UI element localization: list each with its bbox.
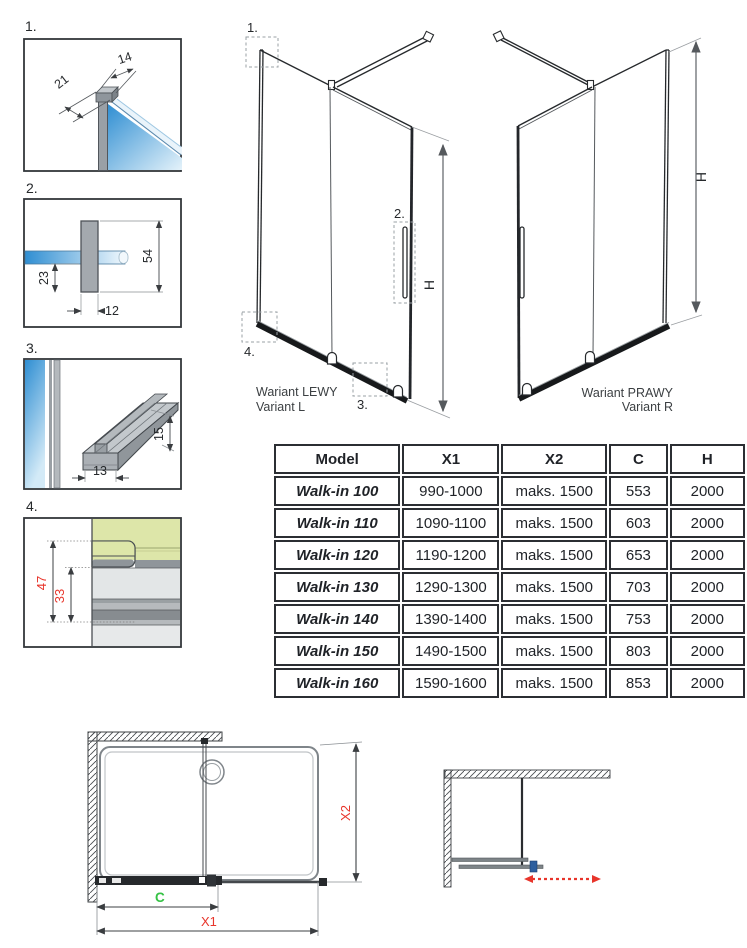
roller — [394, 386, 403, 398]
dim-h-left: H — [421, 279, 437, 291]
cell-model: Walk-in 100 — [274, 476, 400, 506]
handle — [403, 227, 407, 298]
support-bar-plan — [201, 738, 208, 876]
fixed-panel — [257, 50, 333, 323]
plan-view — [60, 725, 370, 948]
table-row — [274, 508, 745, 538]
dim-x1-label: X1 — [201, 914, 217, 929]
dim-14: 14 — [115, 49, 134, 68]
dim-54: 54 — [141, 249, 155, 263]
wall — [444, 770, 610, 887]
wall-profile — [81, 221, 98, 292]
table-row — [274, 668, 745, 698]
cell-x2: maks. 1500 — [501, 572, 607, 602]
cell-x1: 1190-1200 — [402, 540, 499, 570]
dim-c-label: C — [155, 890, 165, 905]
header-x2: X2 — [501, 444, 607, 474]
sliding-panel — [518, 87, 595, 398]
dim-x2-label: X2 — [338, 805, 353, 821]
elevation-right — [460, 15, 747, 420]
table-row — [274, 476, 745, 506]
cell-x2: maks. 1500 — [501, 508, 607, 538]
variant-left-name-en: Variant L — [256, 400, 306, 414]
cell-x1: 1290-1300 — [402, 572, 499, 602]
cell-h: 2000 — [670, 508, 745, 538]
variant-right-name-pl: Wariant PRAWY — [581, 386, 673, 400]
cell-c: 853 — [609, 668, 668, 698]
cell-model: Walk-in 140 — [274, 604, 400, 634]
cell-c: 703 — [609, 572, 668, 602]
fixed-panel — [592, 50, 669, 323]
slide-direction-arrow — [524, 875, 601, 883]
cell-c: 603 — [609, 508, 668, 538]
cell-model: Walk-in 130 — [274, 572, 400, 602]
drain — [200, 760, 224, 784]
callout-4: 4. — [244, 344, 255, 359]
cell-x1: 1390-1400 — [402, 604, 499, 634]
support-bar — [329, 31, 434, 89]
cell-model: Walk-in 160 — [274, 668, 400, 698]
detail-4-drawing — [23, 517, 182, 648]
dim-12: 12 — [105, 304, 119, 318]
roller — [523, 384, 532, 396]
cell-h: 2000 — [670, 668, 745, 698]
cell-h: 2000 — [670, 636, 745, 666]
table-row — [274, 572, 745, 602]
glass-panel — [25, 251, 128, 264]
cell-model: Walk-in 120 — [274, 540, 400, 570]
cell-h: 2000 — [670, 476, 745, 506]
variant-left-name-pl: Wariant LEWY — [256, 385, 338, 399]
header-h: H — [670, 444, 745, 474]
sliding-panel — [330, 87, 412, 399]
gasket-tab — [92, 541, 135, 567]
header-c: C — [609, 444, 668, 474]
header-model: Model — [274, 444, 400, 474]
table-header-row — [274, 444, 745, 474]
cell-h: 2000 — [670, 540, 745, 570]
callout-3: 3. — [357, 397, 368, 412]
cell-x1: 990-1000 — [402, 476, 499, 506]
cell-h: 2000 — [670, 604, 745, 634]
detail-2-drawing — [23, 198, 182, 328]
detail-1-label: 1. — [25, 18, 37, 34]
detail-3-label: 3. — [26, 340, 38, 356]
panels-top-view — [452, 858, 543, 872]
dim-h-right: H — [693, 171, 709, 183]
cell-c: 553 — [609, 476, 668, 506]
cell-h: 2000 — [670, 572, 745, 602]
callout-2: 2. — [394, 206, 405, 221]
detail-1-drawing — [23, 38, 182, 172]
dim-47: 47 — [34, 575, 49, 591]
support-bar — [493, 31, 593, 90]
fixed-panel-plan — [95, 875, 222, 887]
detail-3-drawing — [23, 358, 182, 490]
cell-x2: maks. 1500 — [501, 540, 607, 570]
table-row — [274, 604, 745, 634]
table-row — [274, 636, 745, 666]
cell-x1: 1490-1500 — [402, 636, 499, 666]
callout-1: 1. — [247, 20, 258, 35]
cell-c: 803 — [609, 636, 668, 666]
dim-13: 13 — [93, 464, 107, 478]
cell-x1: 1090-1100 — [402, 508, 499, 538]
cell-c: 753 — [609, 604, 668, 634]
dim-23: 23 — [37, 271, 51, 285]
elevation-left — [235, 15, 460, 420]
header-x1: X1 — [402, 444, 499, 474]
callout-boxes — [242, 37, 415, 396]
handle — [520, 227, 524, 298]
cell-x2: maks. 1500 — [501, 476, 607, 506]
cell-x2: maks. 1500 — [501, 604, 607, 634]
height-dimension — [407, 127, 450, 418]
roller — [328, 353, 337, 365]
variant-right-name-en: Variant R — [621, 400, 673, 414]
detail-4-label: 4. — [26, 498, 38, 514]
cell-c: 653 — [609, 540, 668, 570]
section-layers — [92, 519, 180, 646]
cell-x2: maks. 1500 — [501, 636, 607, 666]
cell-model: Walk-in 150 — [274, 636, 400, 666]
dim-33: 33 — [52, 588, 67, 604]
dim-15: 15 — [152, 427, 166, 441]
cell-x2: maks. 1500 — [501, 668, 607, 698]
cell-x1: 1590-1600 — [402, 668, 499, 698]
detail-2-label: 2. — [26, 180, 38, 196]
table-row — [274, 540, 745, 570]
spec-table — [272, 442, 747, 700]
glass-panel — [25, 360, 60, 488]
cell-model: Walk-in 110 — [274, 508, 400, 538]
dim-21: 21 — [51, 72, 72, 92]
slide-schematic — [440, 765, 645, 890]
roller — [586, 352, 595, 364]
